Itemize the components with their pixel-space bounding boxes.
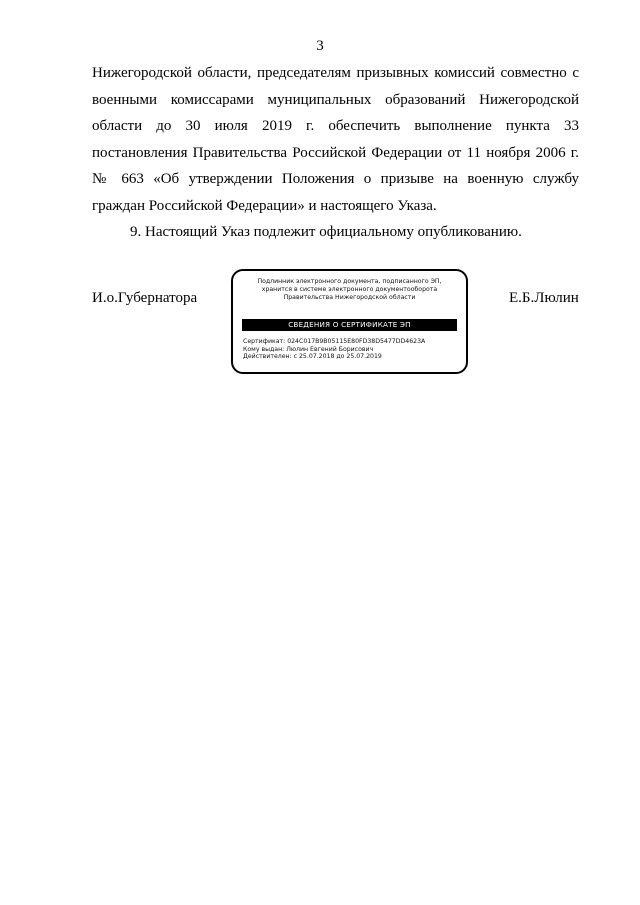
paragraph-continuation: Нижегородской области, председателям призывных комиссий совместно с военными комиссарами муниципальных образований Нижегородской области до 30 июля 2019 г. обеспечить выполнение пункта 33 постановления Правительства Российской Федерации от 11 ноября 2006 г. № 663 «Об утверждении Положения о призыве на военную службу граждан Российской Федерации» и настоящего Указа.: [92, 65, 579, 214]
stamp-header-line: хранится в системе электронного документооборота: [261, 286, 438, 293]
paragraph-item-9: 9. Настоящий Указ подлежит официальному опубликованию.: [130, 224, 522, 240]
signatory-name: Е.Б.Люлин: [509, 290, 579, 306]
signatory-position: И.о.Губернатора: [92, 290, 198, 306]
stamp-details: [243, 338, 458, 361]
stamp-title: СВЕДЕНИЯ О СЕРТИФИКАТЕ ЭП: [242, 319, 457, 331]
issued-to-value: Люлин Евгений Борисович: [286, 345, 374, 353]
certificate-row: [243, 338, 458, 346]
page-number: 3: [316, 38, 324, 54]
validity-label: Действителен:: [243, 353, 292, 361]
stamp-header-line: Правительства Нижегородской области: [283, 294, 416, 301]
issued-to-label: Кому выдан:: [243, 345, 285, 353]
document-body: [92, 60, 579, 246]
stamp-header: [233, 278, 466, 302]
validity-row: [243, 353, 458, 361]
certificate-value: 024C017B9B05115E80FD38D5477DD4623A: [287, 338, 426, 345]
certificate-label: Сертификат:: [243, 338, 286, 345]
electronic-signature-stamp: [231, 269, 468, 374]
validity-value: с 25.07.2018 до 25.07.2019: [293, 353, 382, 361]
stamp-header-line: Подлинник электронного документа, подписанного ЭП,: [257, 278, 442, 285]
